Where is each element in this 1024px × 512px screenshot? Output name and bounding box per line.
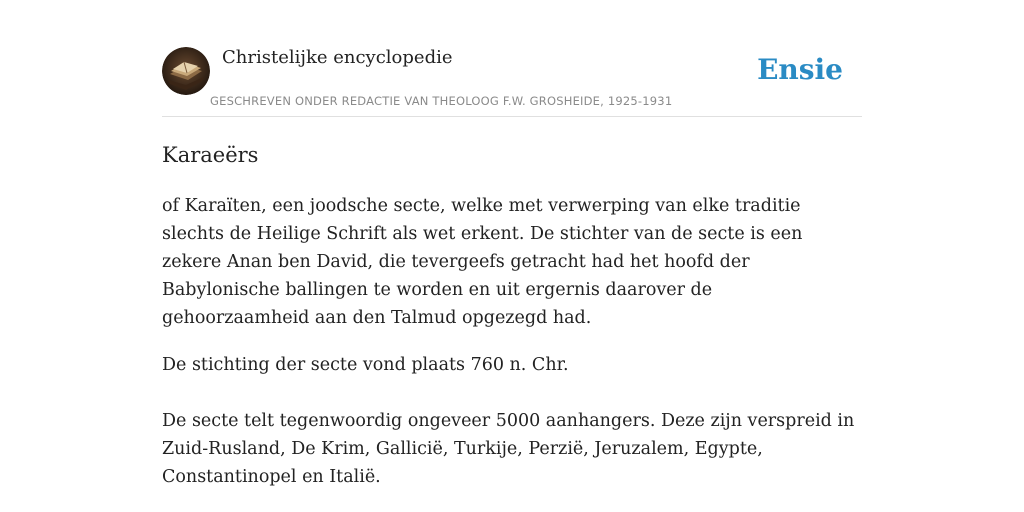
site-header — [162, 46, 862, 117]
article — [162, 140, 862, 491]
article-paragraph: De stichting der secte vond plaats 760 n. Chr. — [162, 355, 569, 375]
article-paragraph: of Karaïten, een joodsche secte, welke met verwerping van elke traditie slechts de Heilige Schrift als wet erkent. De stichter van de secte is een zekere Anan ben David, die tevergeefs getracht had het hoofd der Babylonische ballingen te worden en uit ergernis daarover de gehoorzaamheid aan den Talmud opgezegd had. — [162, 196, 803, 328]
brand-logo-link[interactable]: Ensie — [757, 53, 843, 86]
article-paragraph: De secte telt tegenwoordig ongeveer 5000 aanhangers. Deze zijn verspreid in Zuid-Rusland, De Krim, Gallicië, Turkije, Perzië, Jeruzalem, Egypte, Constantinopel en Italië. — [162, 411, 855, 487]
site-title[interactable]: Christelijke encyclopedie — [222, 47, 453, 68]
book-avatar-icon[interactable] — [162, 47, 210, 95]
site-subtitle: GESCHREVEN ONDER REDACTIE VAN THEOLOOG F.W. GROSHEIDE, 1925-1931 — [210, 94, 673, 108]
article-title: Karaeërs — [162, 143, 259, 167]
